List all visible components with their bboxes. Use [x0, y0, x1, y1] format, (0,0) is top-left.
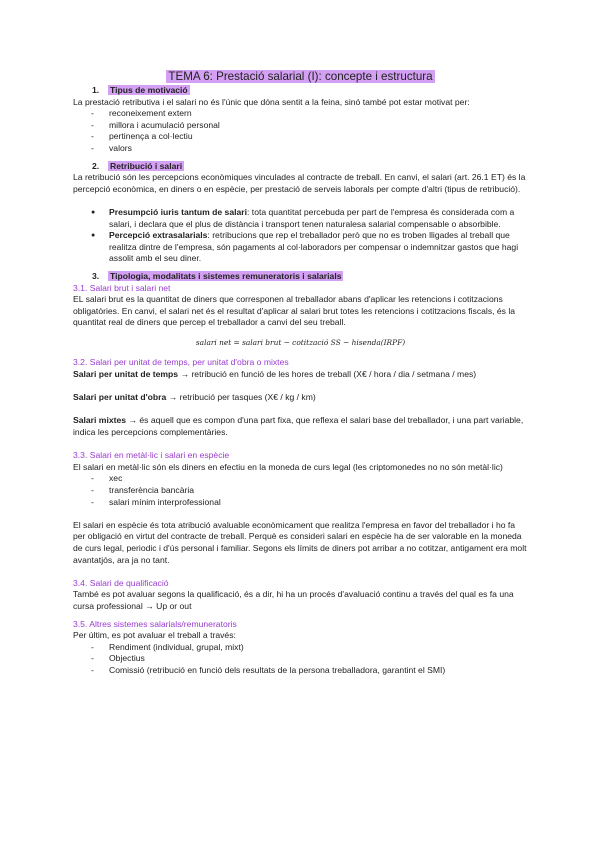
cash-salary-text: El salari en metàl·lic són els diners en efectiu en la moneda de curs legal (les criptomonedes no no són metàl·lic) [73, 461, 503, 472]
list-item: - millora i acumulació personal [91, 120, 528, 132]
list-item: - Rendiment (individual, grupal, mixt) [91, 642, 528, 654]
document-body [73, 70, 528, 677]
time-salary-text: Salari per unitat de temps → retribució en funció de les hores de treball (X€ / hora / dia / setmana / mes) [73, 369, 477, 380]
work-unit-salary-text: Salari per unitat d'obra → retribució per tasques (X€ / kg / km) [73, 392, 316, 403]
list-item: - pertinença a col·lectiu [91, 131, 528, 143]
list-item: - transferència bancària [91, 485, 528, 497]
in-kind-salary-text: El salari en espècie és tota atribució avaluable econòmicament que realitza l'empresa en favor del treballador i ho fa per obligació en virtut del contracte de treball. Perquè es consideri salari en espècie ha de ser valorable en la moneda de curs legal, periodic i d'ús personal i familiar. Segons els límits de diners pot arribar a no cotitzar, antigament era molt avantatjós, ara ja no tant. [73, 519, 527, 565]
list-item: - valors [91, 143, 528, 155]
list-item: - reconeixement extern [91, 108, 528, 120]
section-2-heading: 2. Retribució i salari [92, 160, 183, 171]
bullet-item: ● Presumpció iuris tantum de salari: tota quantitat percebuda per part de l'empresa és considerada com a salari, i declara que el plus de distància i transport tenen naturalesa salarial compensable o absorbible. [91, 207, 528, 230]
subsection-3-3-heading: 3.3. Salari en metàl·lic i salari en espècie [73, 450, 230, 461]
net-salary-formula: salari net = salari brut − cotització SS − hisenda(IRPF) [195, 337, 406, 347]
list-item: - Comissió (retribució en funció dels resultats de la persona treballadora, garantint el SMI) [91, 665, 528, 677]
subsection-3-2-heading: 3.2. Salari per unitat de temps, per unitat d'obra o mixtes [73, 357, 289, 368]
subsection-3-5-heading: 3.5. Altres sistemes salarials/remuneratoris [73, 618, 237, 629]
section-2-intro: La retribució són les percepcions econòmiques vinculades al contracte de treball. En canvi, el salari (art. 26.1 ET) és la percepció econòmica, en diners o en espècie, per prestació de serveis laborals per compte d'altri (tipus de retribució). [73, 172, 526, 194]
bullet-item: ● Percepció extrasalarials: retribucions que rep el treballador però que no es troben lligades al treball que realitza dintre de l'empresa, són pagaments al col·laboradors per compensar o indemnitzar gastos que hagi assolit amb el seu diner. [91, 230, 528, 265]
subsection-3-1-text: EL salari brut es la quantitat de diners que corresponen al treballador abans d'aplicar les retencions i cotitzacions obligatòries. En canvi, el salari net és el resultat d'aplicar al salari brut totes les retencions i cotitzacions fiscals, és la quantitat real de diners que percep el treballador a canvi del seu treball. [73, 294, 516, 328]
list-item: - Objectius [91, 653, 528, 665]
other-systems-intro: Per últim, es pot avaluar el treball a través: [73, 630, 236, 641]
section-1-intro: La prestació retributiva i el salari no és l'únic que dóna sentit a la feina, sinó també pot estar motivat per: [73, 96, 470, 107]
subsection-3-1-heading: 3.1. Salari brut i salari net [73, 282, 171, 293]
list-item: - salari mínim interprofessional [91, 497, 528, 509]
motivation-list [73, 108, 528, 154]
document-title: TEMA 6: Prestació salarial (I): concepte i estructura [168, 70, 433, 83]
section-3-heading: 3. Tipologia, modalitats i sistemes remuneratoris i salarials [92, 270, 342, 281]
qualification-salary-text: També es pot avaluar segons la qualificació, és a dir, hi ha un procés d'avaluació continu a través del qual es fa una cursa professional → Up or out [73, 589, 514, 611]
section-1-heading: 1. Tipus de motivació [92, 85, 188, 95]
salary-bullets [73, 207, 528, 265]
mixed-salary-text: Salari mixtes → és aquell que es compon d'una part fixa, que reflexa el salari base del treballador, i una part variable, indica les percepcions complementàries. [73, 415, 524, 438]
other-systems-list [73, 642, 528, 677]
subsection-3-4-heading: 3.4. Salari de qualificació [73, 577, 169, 588]
list-item: - xec [91, 473, 528, 485]
cash-salary-list [73, 473, 528, 508]
